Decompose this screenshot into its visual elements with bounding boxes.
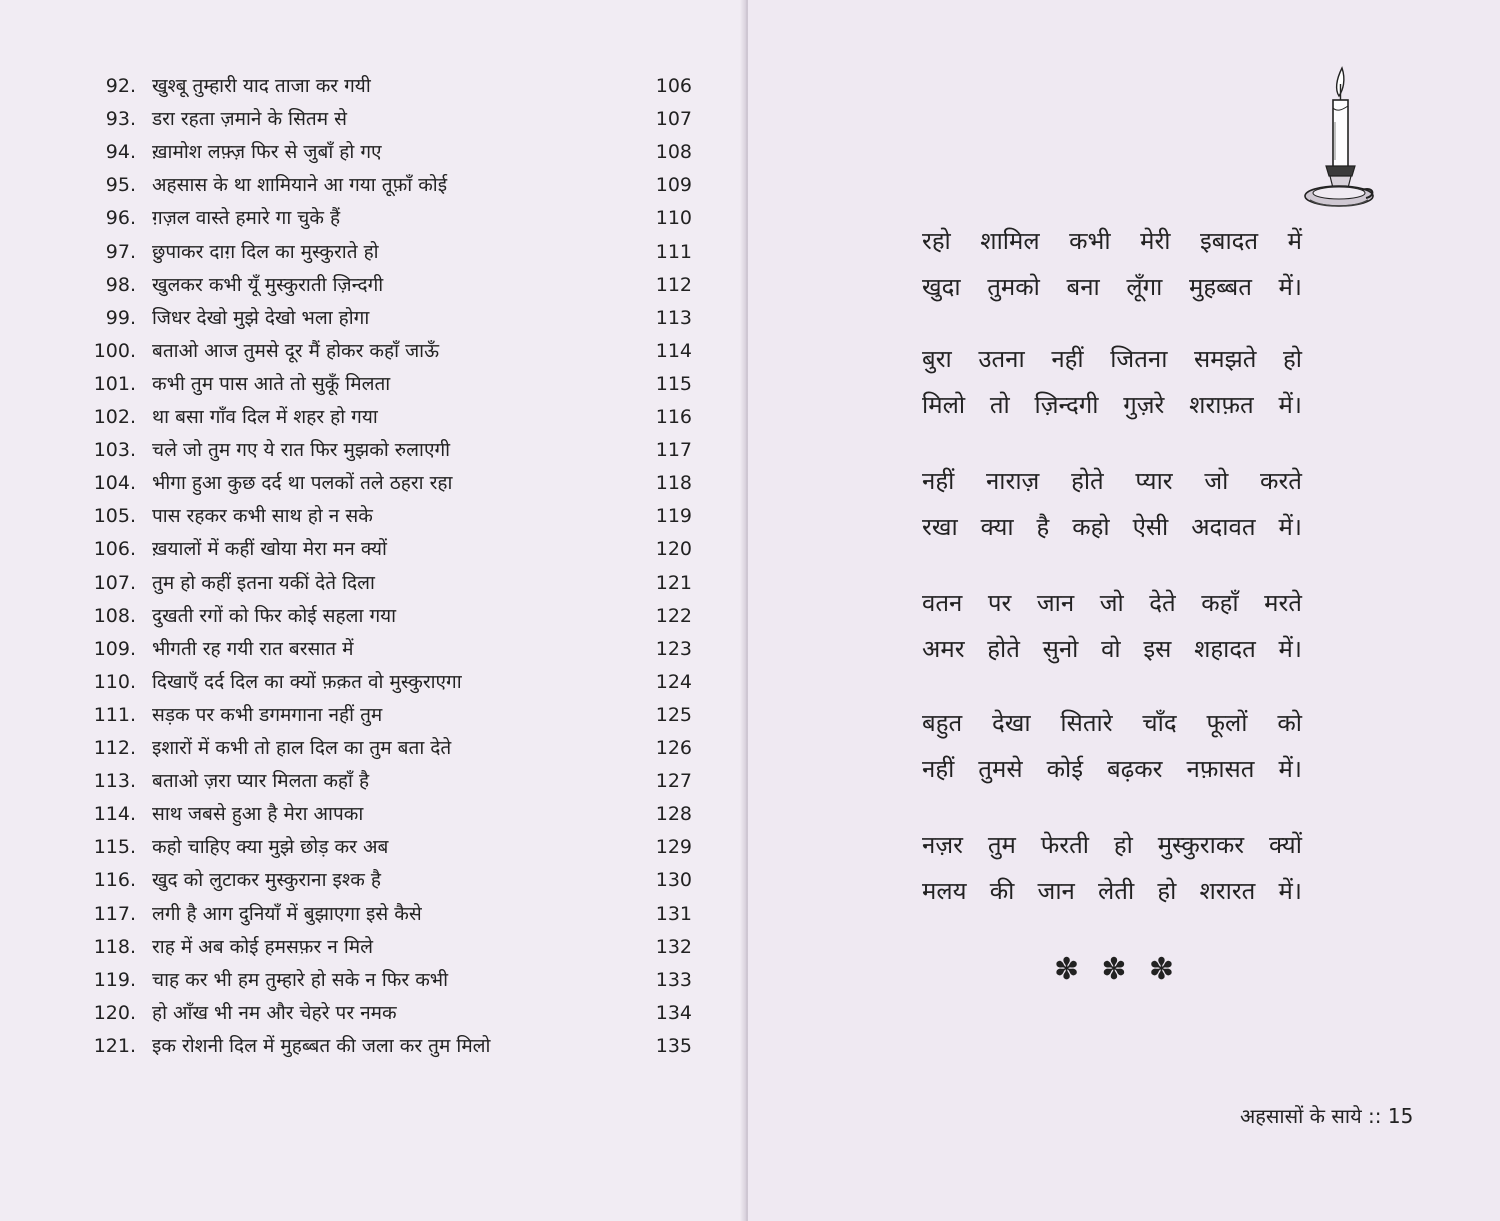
poem-line (922, 264, 1302, 310)
toc-row (92, 70, 702, 102)
toc-title: खुद को लुटाकर मुस्कुराना इश्क है (152, 869, 381, 892)
toc-title: भीगा हुआ कुछ दर्द था पलकों तले ठहरा रहा (152, 472, 453, 495)
toc-title: छुपाकर दाग़ दिल का मुस्कुराते हो (152, 240, 379, 263)
poem-word: शराफ़त (1189, 391, 1254, 419)
toc-row (92, 1030, 702, 1062)
page-footer: अहसासों के साये :: 15 (1240, 1104, 1414, 1128)
poem-word: नहीं (922, 467, 955, 495)
toc-title: कभी तुम पास आते तो सुकूँ मिलता (152, 372, 391, 395)
toc-number: 99. (105, 306, 136, 329)
poem-word: मुहब्बत (1188, 273, 1252, 301)
toc-row (92, 434, 702, 466)
poem-word: हो (1157, 877, 1177, 905)
poem-line (922, 626, 1302, 672)
poem-word: ऐसी (1132, 513, 1169, 541)
toc-number: 101. (93, 372, 136, 395)
toc-page-number: 131 (655, 902, 692, 925)
toc-title: सड़क पर कभी डगमगाना नहीं तुम (152, 703, 383, 726)
toc-row (92, 567, 702, 599)
toc-page-number: 113 (655, 306, 692, 329)
toc-page-number: 121 (655, 571, 692, 594)
toc-number: 111. (93, 703, 136, 726)
toc-title: दुखती रगों को फिर कोई सहला गया (152, 604, 397, 627)
poem-word: होते (987, 635, 1020, 663)
toc-row (92, 202, 702, 234)
toc-number: 93. (105, 108, 136, 131)
poem-word: फूलों (1206, 709, 1248, 737)
poem-word: लेती (1098, 877, 1135, 905)
poem-word: प्यार (1135, 467, 1173, 495)
toc-number: 114. (93, 803, 136, 826)
poem-line (922, 580, 1302, 626)
toc-page-number: 112 (655, 273, 692, 296)
poem-word: खुदा (922, 273, 961, 301)
ornament-2: ✽ (1101, 952, 1127, 987)
toc-row (92, 169, 702, 201)
poem-word: वो (1101, 635, 1121, 663)
toc-page-number: 128 (655, 803, 692, 826)
toc-page-number: 134 (655, 1001, 692, 1024)
toc-number: 98. (105, 273, 136, 296)
stanza (922, 458, 1302, 550)
toc-number: 103. (93, 439, 136, 462)
poem-word: तुम (987, 831, 1016, 859)
poem-word: रखा (922, 513, 958, 541)
poem-word: बना (1066, 273, 1100, 301)
toc-row (92, 467, 702, 499)
toc-row (92, 136, 702, 168)
poem-word: में। (1278, 755, 1302, 783)
toc-number: 104. (93, 472, 136, 495)
toc-title: तुम हो कहीं इतना यकीं देते दिला (152, 571, 375, 594)
poem-line (922, 504, 1302, 550)
poem-word: में (1287, 227, 1302, 255)
toc-row (92, 500, 702, 532)
toc-page-number: 126 (655, 737, 692, 759)
candle-icon (1302, 62, 1376, 214)
toc-row (92, 864, 702, 896)
poem-word: में। (1278, 635, 1302, 663)
toc-title: कहो चाहिए क्या मुझे छोड़ कर अब (152, 836, 389, 859)
toc-number: 112. (93, 737, 136, 759)
poem-word: जान (1036, 589, 1075, 617)
toc-number: 100. (93, 339, 136, 362)
toc-number: 120. (93, 1001, 136, 1024)
ornament-3: ✽ (1148, 952, 1174, 987)
poem-word: नहीं (922, 755, 955, 783)
toc-row (92, 302, 702, 334)
poem-word: जान (1037, 877, 1075, 905)
ornament-1: ✽ (1054, 952, 1080, 987)
poem-word: कोई (1046, 755, 1084, 783)
poem-word: होते (1071, 467, 1104, 495)
stanza (922, 218, 1302, 310)
poem-word: में। (1278, 877, 1302, 905)
toc-number: 97. (105, 240, 136, 263)
poem-word: पर (987, 589, 1012, 617)
toc-row (92, 666, 702, 698)
poem-word: नज़र (922, 831, 963, 859)
poem-word: हो (1113, 831, 1133, 859)
toc-number: 95. (105, 174, 136, 197)
toc-title: भीगती रह गयी रात बरसात में (152, 637, 354, 660)
poem-word: है (1036, 513, 1050, 541)
poem-word: इबादत (1199, 227, 1259, 255)
poem-word: मिलो (922, 391, 966, 419)
poem-word: बुरा (922, 345, 952, 373)
poem-line (922, 382, 1302, 428)
toc-page-number: 106 (655, 75, 692, 97)
poem-word: में। (1278, 391, 1302, 419)
toc-number: 118. (93, 935, 136, 958)
toc-page-number: 125 (655, 703, 692, 726)
poem-word: कहो (1072, 513, 1110, 541)
poem-word: जितना (1110, 345, 1168, 373)
toc-title: ख़यालों में कहीं खोया मेरा मन क्यों (152, 538, 387, 561)
poem-word: फेरती (1040, 831, 1089, 859)
toc-row (92, 103, 702, 135)
toc-number: 92. (105, 75, 136, 97)
poem-word: मलय (922, 877, 967, 905)
poem-word: जो (1204, 467, 1229, 495)
poem-word: शहादत (1194, 635, 1256, 663)
toc-number: 119. (93, 968, 136, 991)
toc-row (92, 798, 702, 830)
toc-page-number: 124 (655, 670, 692, 693)
toc-title: चाह कर भी हम तुम्हारे हो सके न फिर कभी (152, 968, 449, 991)
toc-title: था बसा गाँव दिल में शहर हो गया (152, 406, 378, 428)
toc-page-number: 130 (655, 869, 692, 892)
poem-word: देते (1149, 589, 1176, 617)
poem-word: करते (1260, 467, 1302, 495)
toc-number: 94. (105, 141, 136, 164)
toc-page-number: 111 (655, 240, 692, 263)
toc-title: इक रोशनी दिल में मुहब्बत की जला कर तुम मिलो (152, 1034, 491, 1057)
toc-page-number: 108 (655, 141, 692, 164)
poem-page (748, 0, 1500, 1221)
poem-word: हो (1283, 345, 1302, 373)
toc-page-number: 110 (655, 207, 692, 230)
toc-page-number: 132 (655, 935, 692, 958)
poem-word: में। (1278, 513, 1302, 541)
poem-word: मरते (1264, 589, 1302, 617)
toc-row (92, 401, 702, 433)
toc-title: लगी है आग दुनियाँ में बुझाएगा इसे कैसे (152, 902, 422, 925)
stanza (922, 336, 1302, 428)
toc-number: 108. (93, 604, 136, 627)
poem-word: अमर (922, 635, 965, 663)
toc-row (92, 533, 702, 565)
toc-page-number: 117 (655, 439, 692, 462)
toc-title: बताओ ज़रा प्यार मिलता कहाँ है (152, 770, 370, 793)
toc-row (92, 269, 702, 301)
poem-word: नहीं (1051, 345, 1084, 373)
poem-word: बहुत (922, 709, 963, 737)
toc-row (92, 831, 702, 863)
toc-number: 105. (93, 505, 136, 528)
toc-title: राह में अब कोई हमसफ़र न मिले (152, 935, 374, 958)
toc-row (92, 236, 702, 268)
poem-word: चाँद (1142, 709, 1177, 737)
poem-line (922, 700, 1302, 746)
toc-page-number: 116 (655, 406, 692, 428)
toc-page-number: 107 (655, 108, 692, 131)
toc-row (92, 964, 702, 996)
section-ornaments (1054, 952, 1174, 987)
toc-title: पास रहकर कभी साथ हो न सके (152, 505, 373, 528)
poem-word: लूँगा (1126, 273, 1163, 301)
toc-title: अहसास के था शामियाने आ गया तूफ़ाँ कोई (152, 174, 448, 197)
poem-word: वतन (922, 589, 963, 617)
toc-number: 115. (93, 836, 136, 859)
poem-word: रहो (922, 227, 951, 255)
toc-number: 110. (93, 670, 136, 693)
toc-title: डरा रहता ज़माने के सितम से (152, 108, 347, 131)
poem-line (922, 868, 1302, 914)
toc-page-number: 119 (655, 505, 692, 528)
toc-number: 109. (93, 637, 136, 660)
poem-word: तुमसे (978, 755, 1023, 783)
toc-title: खुश्बू तुम्हारी याद ताजा कर गयी (152, 75, 371, 97)
poem-word: उतना (978, 345, 1025, 373)
toc-title: खुलकर कभी यूँ मुस्कुराती ज़िन्दगी (152, 273, 384, 296)
poem-line (922, 746, 1302, 792)
poem-word: मुस्कुराकर (1157, 831, 1245, 859)
toc-row (92, 898, 702, 930)
toc-row (92, 699, 702, 731)
toc-number: 102. (93, 406, 136, 428)
poem-word: इस (1143, 635, 1172, 663)
toc-page-number: 120 (655, 538, 692, 561)
stanza (922, 700, 1302, 792)
poem-word: तुमको (987, 273, 1040, 301)
poem-word: सुनो (1042, 635, 1079, 663)
toc-title: साथ जबसे हुआ है मेरा आपका (152, 803, 364, 826)
stanza (922, 822, 1302, 914)
toc-page (0, 0, 746, 1221)
poem-line (922, 336, 1302, 382)
poem-line (922, 822, 1302, 868)
toc-number: 107. (93, 571, 136, 594)
toc-title: चले जो तुम गए ये रात फिर मुझको रुलाएगी (152, 439, 451, 462)
toc-row (92, 765, 702, 797)
poem-word: देखा (991, 709, 1031, 737)
poem-word: अदावत (1191, 513, 1256, 541)
toc-page-number: 123 (655, 637, 692, 660)
toc-page-number: 114 (655, 339, 692, 362)
toc-title: बताओ आज तुमसे दूर मैं होकर कहाँ जाऊँ (152, 339, 439, 362)
poem-word: क्या (980, 513, 1014, 541)
toc-row (92, 335, 702, 367)
toc-row (92, 600, 702, 632)
toc-page-number: 122 (655, 604, 692, 627)
poem-word: की (989, 877, 1015, 905)
stanza (922, 580, 1302, 672)
toc-row (92, 732, 702, 764)
poem-word: समझते (1194, 345, 1257, 373)
poem-word: कहाँ (1201, 589, 1239, 617)
poem-word: मेरी (1140, 227, 1171, 255)
toc-page-number: 135 (655, 1034, 692, 1057)
poem-word: तो (989, 391, 1010, 419)
toc-title: दिखाएँ दर्द दिल का क्यों फ़क़त वो मुस्कुराएगा (152, 670, 462, 693)
toc-title: ख़ामोश लफ़्ज़ फिर से जुबाँ हो गए (152, 141, 382, 164)
toc-number: 106. (93, 538, 136, 561)
toc-title: इशारों में कभी तो हाल दिल का तुम बता देते (152, 737, 452, 759)
poem-word: जो (1099, 589, 1124, 617)
toc-page-number: 133 (655, 968, 692, 991)
poem-word: में। (1278, 273, 1302, 301)
poem-word: क्यों (1268, 831, 1302, 859)
poem-word: को (1277, 709, 1302, 737)
toc-number: 116. (93, 869, 136, 892)
toc-page-number: 115 (655, 372, 692, 395)
poem-word: कभी (1069, 227, 1111, 255)
toc-title: जिधर देखो मुझे देखो भला होगा (152, 306, 370, 329)
poem-word: बढ़कर (1107, 755, 1163, 783)
toc-row (92, 633, 702, 665)
toc-page-number: 109 (655, 174, 692, 197)
poem-word: शरारत (1199, 877, 1256, 905)
poem-word: नफ़ासत (1186, 755, 1255, 783)
toc-number: 117. (93, 902, 136, 925)
poem-line (922, 458, 1302, 504)
toc-title: हो आँख भी नम और चेहरे पर नमक (152, 1001, 397, 1024)
poem-word: ज़िन्दगी (1034, 391, 1099, 419)
toc-page-number: 127 (655, 770, 692, 793)
toc-row (92, 997, 702, 1029)
poem-word: गुज़रे (1123, 391, 1165, 419)
poem-word: शामिल (980, 227, 1040, 255)
poem-line (922, 218, 1302, 264)
toc-page-number: 129 (655, 836, 692, 859)
toc-row (92, 368, 702, 400)
toc-number: 96. (105, 207, 136, 230)
toc-number: 113. (93, 770, 136, 793)
poem-word: सितारे (1060, 709, 1113, 737)
poem-word: नाराज़ (985, 467, 1040, 495)
toc-page-number: 118 (655, 472, 692, 495)
toc-number: 121. (93, 1034, 136, 1057)
toc-row (92, 931, 702, 963)
toc-title: ग़ज़ल वास्ते हमारे गा चुके हैं (152, 207, 341, 230)
